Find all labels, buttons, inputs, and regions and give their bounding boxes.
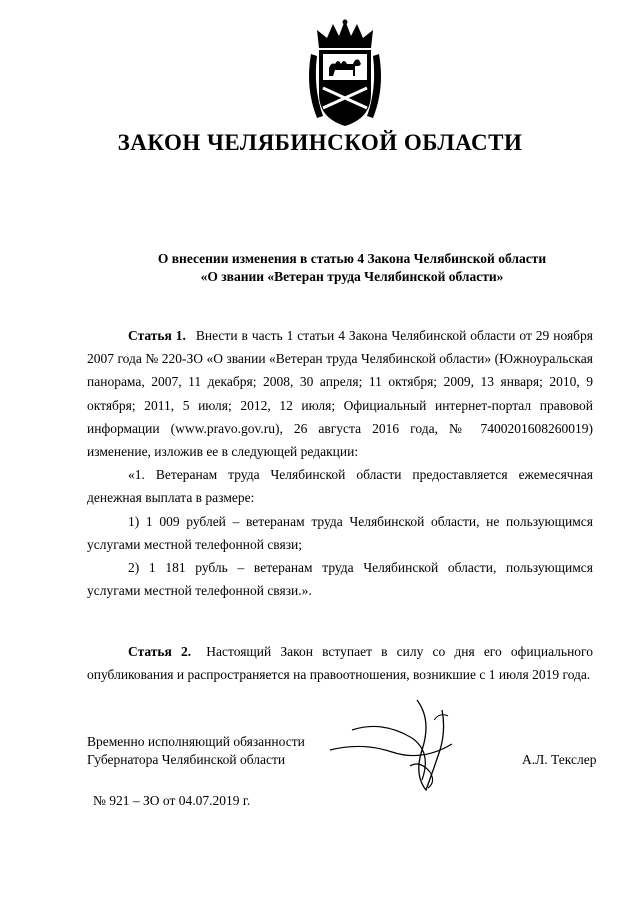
signatory-position-line-2: Губернатора Челябинской области xyxy=(87,752,286,767)
coat-of-arms-icon xyxy=(305,18,385,130)
signatory-position xyxy=(87,733,305,769)
signatory-position-line-1: Временно исполняющий обязанности xyxy=(87,734,305,749)
article-2-label: Статья 2. xyxy=(128,644,192,659)
subtitle-line-2: «О звании «Ветеран труда Челябинской области» xyxy=(200,269,504,284)
handwritten-signature-icon xyxy=(322,690,492,800)
document-subtitle xyxy=(0,250,640,286)
document-number: № 921 – ЗО от 04.07.2019 г. xyxy=(93,793,251,808)
document-title: ЗАКОН ЧЕЛЯБИНСКОЙ ОБЛАСТИ xyxy=(117,130,523,155)
article-1-intro xyxy=(87,324,593,463)
article-1-item-2: 2) 1 181 рубль – ветеранам труда Челябинской области, пользующимся услугами местной телефонной связи.». xyxy=(87,560,593,599)
article-1-label: Статья 1. xyxy=(128,328,186,343)
signatory-name: А.Л. Текслер xyxy=(522,752,597,767)
article-1-quote: «1. Ветеранам труда Челябинской области предоставляется ежемесячная денежная выплата в размере: xyxy=(87,467,593,506)
article-2 xyxy=(87,640,593,686)
article-2-text: Настоящий Закон вступает в силу со дня его официального опубликования и распространяется на правоотношения, возникшие с 1 июля 2019 года. xyxy=(87,644,594,683)
article-2-paragraph xyxy=(87,640,593,686)
article-1-text: Внести в часть 1 статьи 4 Закона Челябинской области от 29 ноября 2007 года № 220-ЗО «О звании «Ветеран труда Челябинской области» (Южноуральская панорама, 2007, 11 декабря; 2008, 30 апреля; 11 октября; 2009, 13 января; 2010, 9 октября; 2011, 5 июля; 2012, 12 июля; Официальный интернет-портал правовой информации (www.pravo.gov.ru), 26 августа 2016 года, № 7400201608260019) изменение, изложив ее в следующей редакции: xyxy=(87,328,593,460)
article-1-item-1: 1) 1 009 рублей – ветеранам труда Челябинской области, не пользующимся услугами местной телефонной связи; xyxy=(87,513,593,552)
subtitle-line-1: О внесении изменения в статью 4 Закона Челябинской области xyxy=(157,251,547,266)
article-1 xyxy=(87,324,593,602)
